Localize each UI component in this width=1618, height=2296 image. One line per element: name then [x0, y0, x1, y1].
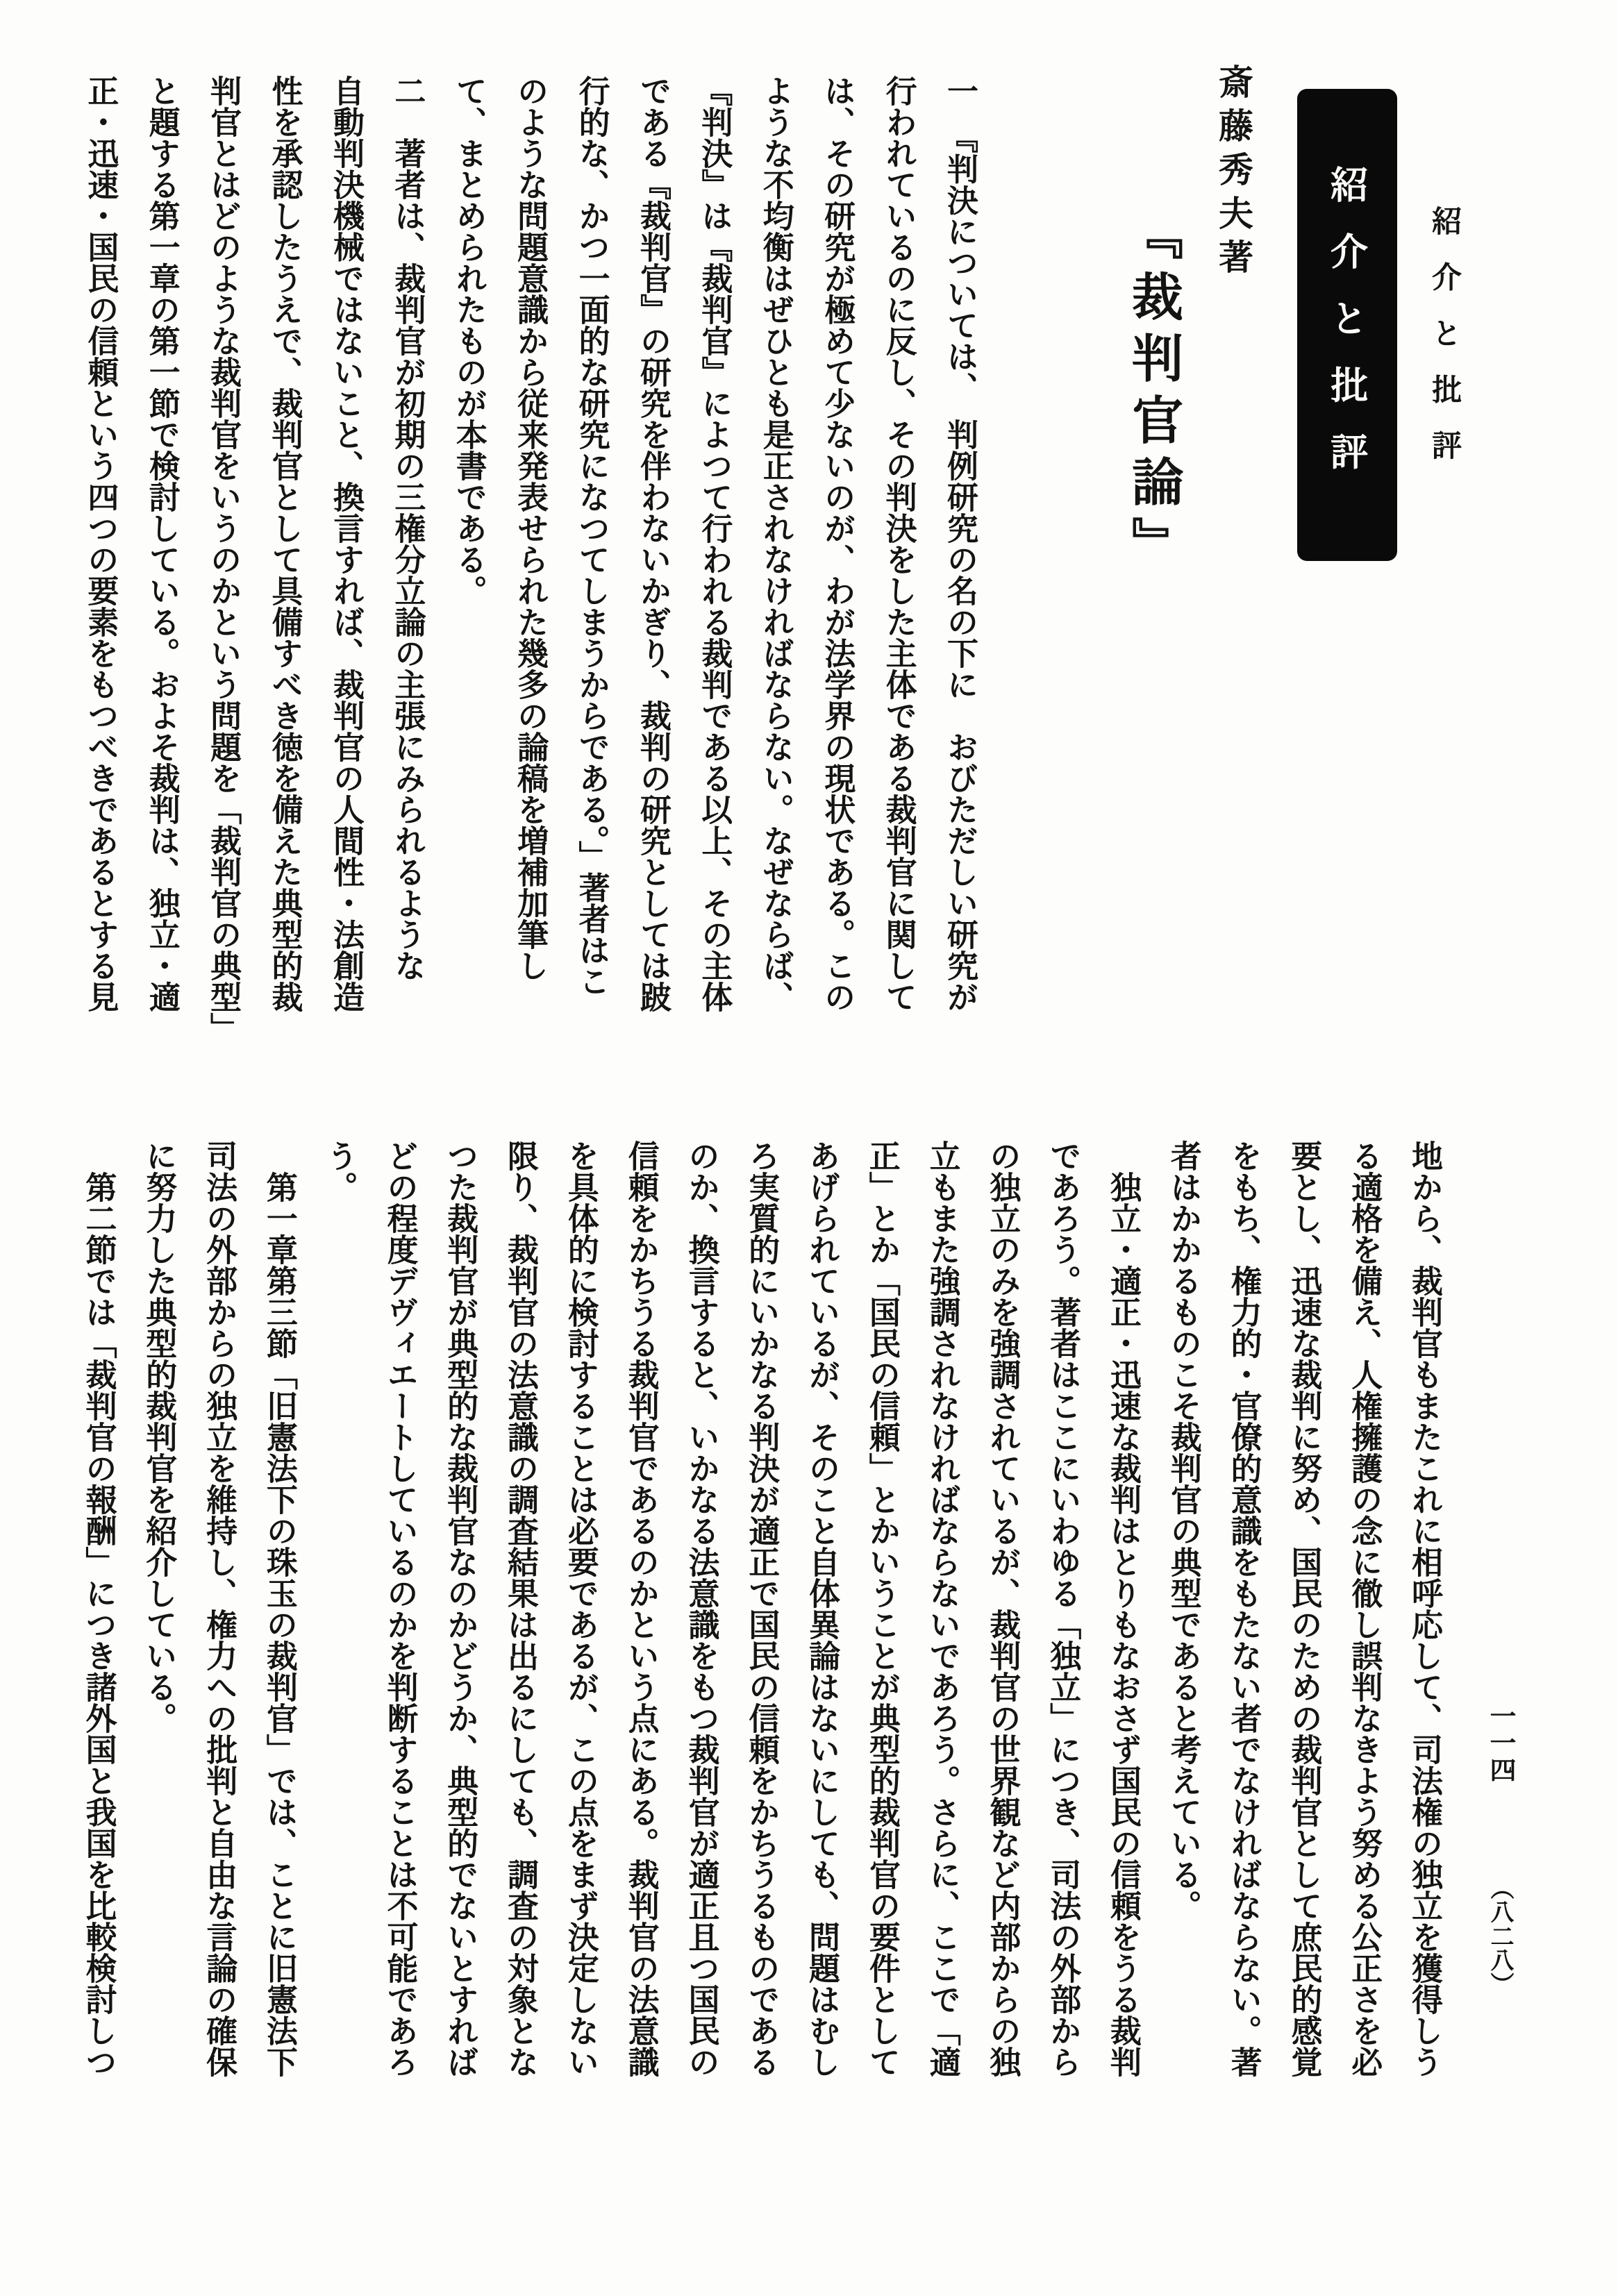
- text-column: 二 著者は、裁判官が初期の三権分立論の主張にみられるような: [389, 75, 426, 981]
- text-column: つた裁判官が典型的な裁判官なのかどうか、典型的でないとすれば: [442, 1140, 479, 2077]
- section-header-box-label: 紹介と批評: [1324, 165, 1369, 500]
- text-column: は、その研究が極めて少ないのが、わが法学界の現状である。この: [819, 75, 856, 1012]
- text-column: 立もまた強調されなければならないであろう。さらに、ここで「適: [924, 1140, 961, 2077]
- text-column: る適格を備え、人権擁護の念に徹し誤判なきよう努める公正さを必: [1346, 1140, 1383, 2077]
- book-author: 斎藤秀夫著: [1213, 64, 1254, 283]
- text-column: のような問題意識から従来発表せられた幾多の論稿を増補加筆し: [512, 75, 549, 981]
- book-title: 『裁判官論』: [1124, 208, 1183, 578]
- text-column: 地から、裁判官もまたこれに相呼応して、司法権の独立を獲得しう: [1406, 1140, 1443, 2077]
- text-column: 行的な、かつ一面的な研究になつてしまうからである。」著者はこ: [573, 75, 610, 997]
- text-column: をもち、権力的・官僚的意識をもたない者でなければならない。著: [1225, 1140, 1262, 2077]
- text-column: 限り、裁判官の法意識の調査結果は出るにしても、調査の対象とな: [502, 1140, 540, 2077]
- running-head: 紹介と批評: [1427, 206, 1462, 487]
- text-column: どの程度デヴィエートしているのかを判断することは不可能であろ: [381, 1140, 419, 2077]
- text-column: 者はかかるものこそ裁判官の典型であると考えている。: [1165, 1140, 1202, 1921]
- text-column: である『裁判官』の研究を伴わないかぎり、裁判の研究としては跛: [634, 75, 672, 1012]
- text-column: 要とし、迅速な裁判に努め、国民のための裁判官として庶民的感覚: [1285, 1140, 1323, 2077]
- text-column: 独立・適正・迅速な裁判はとりもなおさず国民の信頼をうる裁判: [1105, 1140, 1142, 2077]
- text-column: 正」とか「国民の信頼」とかいうことが典型的裁判官の要件として: [863, 1140, 901, 2077]
- text-column: 第一章第三節「旧憲法下の珠玉の裁判官」では、ことに旧憲法下: [260, 1140, 298, 2077]
- page-number-issue: 一一四: [1485, 1702, 1517, 1784]
- text-column: う。: [321, 1140, 358, 1203]
- section-header-box: [1297, 89, 1397, 561]
- text-column: 自動判決機械ではないこと、換言すれば、裁判官の人間性・法創造: [327, 75, 365, 1012]
- text-column: を具体的に検討することは必要であるが、この点をまず決定しない: [562, 1140, 599, 2077]
- text-column: のか、換言すると、いかなる法意識をもつ裁判官が適正且つ国民の: [683, 1140, 720, 2077]
- text-column: 『判決』は『裁判官』によつて行われる裁判である以上、その主体: [696, 75, 733, 1012]
- text-column: て、まとめられたものが本書である。: [450, 75, 487, 606]
- text-column: と題する第一章の第一節で検討している。およそ裁判は、独立・適: [143, 75, 181, 1012]
- text-column: 司法の外部からの独立を維持し、権力への批判と自由な言論の確保: [201, 1140, 238, 2077]
- text-column: ような不均衡はぜひとも是正されなければならない。なぜならば、: [757, 75, 794, 1012]
- text-column: 第二節では「裁判官の報酬」につき諸外国と我国を比較検討しつ: [80, 1140, 117, 2077]
- text-column: に努力した典型的裁判官を紹介している。: [140, 1140, 178, 1734]
- text-column: 一 『判決については、 判例研究の名の下に おびただしい研究が: [942, 75, 978, 1012]
- review-text-lower-band: [68, 1140, 1454, 2147]
- text-column: 性を承認したうえで、裁判官として具備すべき徳を備えた典型的裁: [266, 75, 303, 1012]
- page-number-volume: （八二八）: [1486, 1876, 1514, 1997]
- text-column: あげられているが、そのこと自体異論はないにしても、問題はむし: [803, 1140, 841, 2077]
- text-column: 信頼をかちうる裁判官であるのかという点にある。裁判官の法意識: [622, 1140, 660, 2077]
- text-column: であろう。著者はここにいわゆる「独立」につき、司法の外部から: [1044, 1140, 1082, 2077]
- text-column: 正・迅速・国民の信頼という四つの要素をもつべきであるとする見: [82, 75, 119, 1012]
- text-column: 行われているのに反し、その判決をした主体である裁判官に関して: [880, 75, 917, 1012]
- text-column: ろ実質的にいかなる判決が適正で国民の信頼をかちうるものである: [743, 1140, 781, 2077]
- review-text-upper-band: [69, 75, 990, 1080]
- text-column: の独立のみを強調されているが、裁判官の世界観など内部からの独: [984, 1140, 1021, 2077]
- text-column: 判官とはどのような裁判官をいうのかという問題を「裁判官の典型」: [205, 75, 242, 1044]
